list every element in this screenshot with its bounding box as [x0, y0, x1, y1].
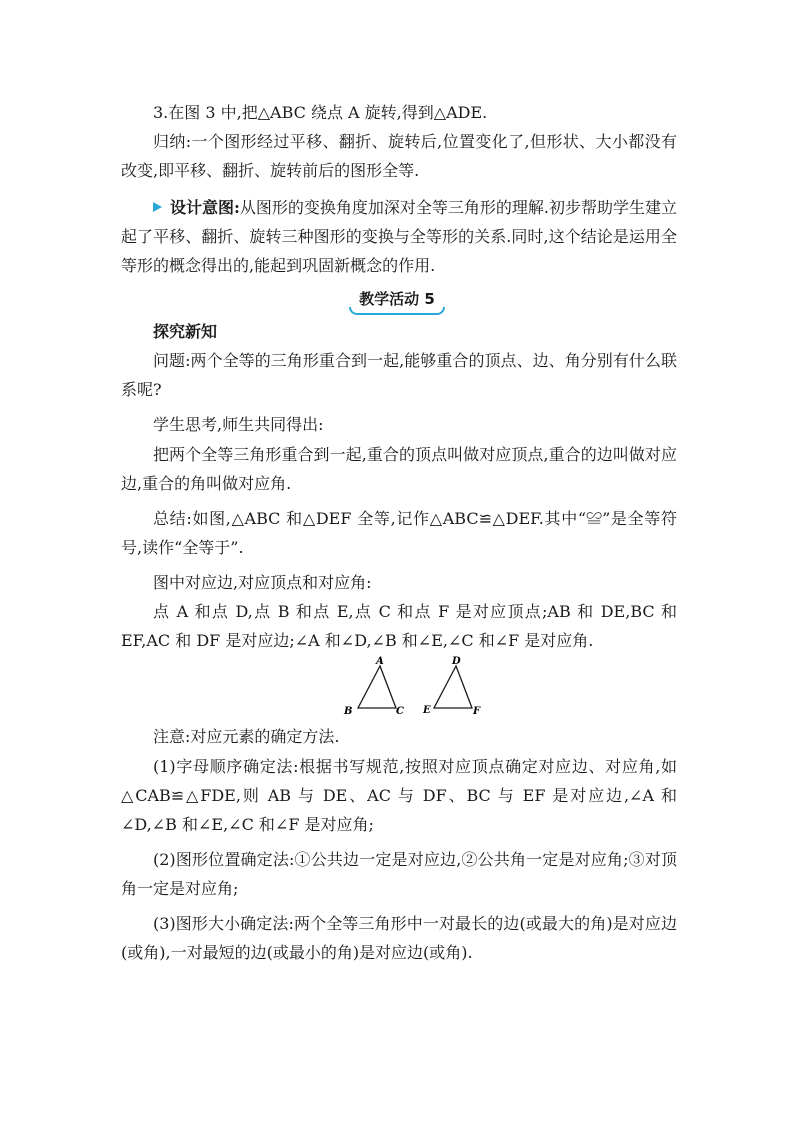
paragraph-notation: 总结:如图,△ABC 和△DEF 全等,记作△ABC≌△DEF.其中“≌”是全等符号,读作“全等于”.	[121, 509, 677, 557]
paragraph-note: 注意:对应元素的确定方法.	[153, 727, 340, 746]
triangles-svg	[340, 656, 490, 716]
vertex-label-d: D	[452, 656, 461, 667]
paragraph-correspondence: 点 A 和点 D,点 B 和点 E,点 C 和点 F 是对应顶点;AB 和 DE,BC 和 EF,AC 和 DF 是对应边;∠A 和∠D,∠B 和∠E,∠C 和∠F 是对应角.	[121, 602, 677, 650]
vertex-label-f: F	[473, 706, 481, 716]
section-heading-text: 教学活动 5	[359, 290, 435, 308]
paragraph-summary: 归纳:一个图形经过平移、翻折、旋转后,位置变化了,但形状、大小都没有改变,即平移、翻折、旋转前后的图形全等.	[121, 132, 677, 180]
vertex-label-b: B	[344, 706, 353, 716]
congruent-triangles-figure	[340, 656, 490, 720]
paragraph-method-2: (2)图形位置确定法:①公共边一定是对应边,②公共角一定是对应角;③对顶角一定是对应角;	[121, 850, 677, 898]
section-heading	[0, 288, 794, 315]
paragraph-definition: 把两个全等三角形重合到一起,重合的顶点叫做对应顶点,重合的边叫做对应边,重合的角叫做对应角.	[121, 445, 677, 493]
triangle-abc	[358, 666, 396, 708]
vertex-label-c: C	[396, 706, 404, 716]
vertex-label-a: A	[376, 656, 384, 667]
vertex-label-e: E	[423, 705, 431, 716]
design-intent-label: 设计意图:	[170, 198, 240, 217]
design-intent-text: 从图形的变换角度加深对全等三角形的理解.初步帮助学生建立起了平移、翻折、旋转三种图形的变换与全等形的关系.同时,这个结论是运用全等形的概念得出的,能起到巩固新概念的作用.	[121, 198, 678, 275]
paragraph-method-3: (3)图形大小确定法:两个全等三角形中一对最长的边(或最大的角)是对应边(或角),一对最短的边(或最小的角)是对应边(或角).	[121, 914, 677, 962]
paragraph-rotation-step: 3.在图 3 中,把△ABC 绕点 A 旋转,得到△ADE.	[153, 103, 488, 122]
play-triangle-icon	[153, 202, 162, 212]
paragraph-figure-intro: 图中对应边,对应顶点和对应角:	[153, 573, 372, 592]
paragraph-design-intent	[121, 193, 677, 280]
paragraph-question: 问题:两个全等的三角形重合到一起,能够重合的顶点、边、角分别有什么联系呢?	[121, 351, 677, 399]
paragraph-method-1: (1)字母顺序确定法:根据书写规范,按照对应顶点确定对应边、对应角,如△CAB≌△FDE,则 AB 与 DE、AC 与 DF、BC 与 EF 是对应边,∠A 和∠D,∠B 和∠E,∠C 和∠F 是对应角;	[121, 757, 677, 834]
heading-underline-decoration	[349, 307, 445, 315]
subsection-title: 探究新知	[153, 322, 218, 341]
paragraph-student-think: 学生思考,师生共同得出:	[153, 415, 324, 434]
triangle-def	[434, 666, 472, 708]
